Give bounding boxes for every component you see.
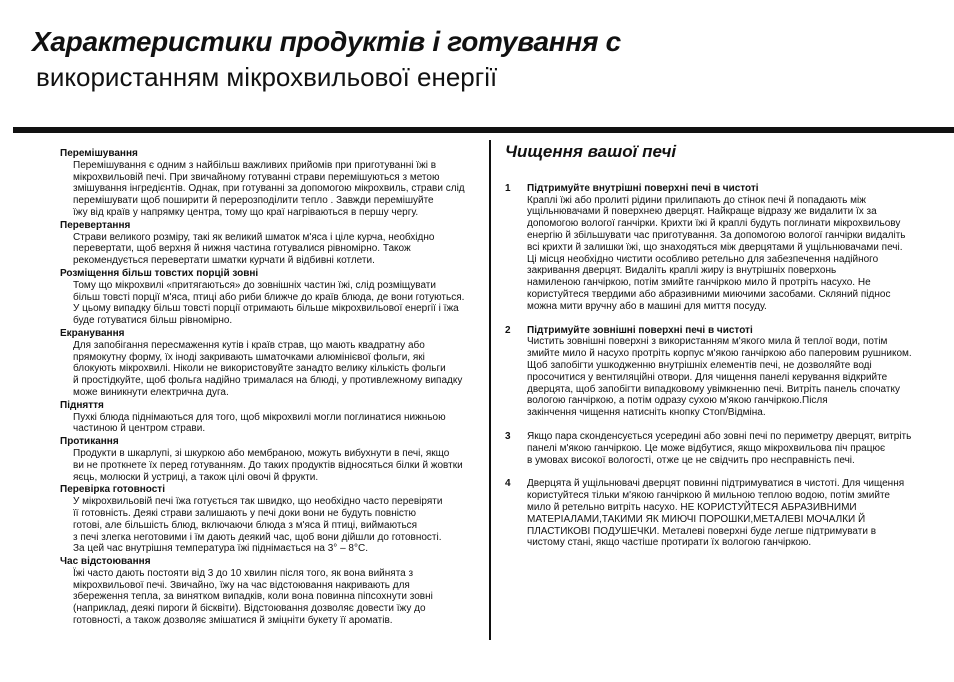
item-line: Чистить зовнішні поверхні з використанням м'якого мила й теплої води, потім (527, 336, 888, 348)
section-body (60, 568, 490, 627)
item-line: ПЛАСТИКОВІ ПОДУШЕЧКИ. Металеві поверхні буде легше підтримувати в (527, 525, 877, 537)
section-line: Пухкі блюда піднімаються для того, щоб мікрохвилі могли поглинатися нижньою (73, 411, 446, 423)
item-heading: Підтримуйте внутрішні поверхні печі в чистоті (527, 182, 759, 194)
cleaning-item (505, 478, 925, 549)
item-line: енергію й збільшувати час приготування. За допомогою вологої ганчірки видаліть (527, 229, 906, 241)
item-heading: Підтримуйте зовнішні поверхні печі в чистоті (527, 324, 753, 336)
item-line: панелі м'якою ганчіркою. Це може відбутися, якщо мікрохвильова піч працює (527, 442, 886, 454)
section-body (60, 232, 490, 267)
item-number: 4 (505, 478, 511, 490)
section-line: готові, але більшість блюд, включаючи блюда з м'яса й птиці, виймаються (73, 519, 418, 531)
tips-section (60, 328, 490, 399)
section-line: змішування інгредієнтів. Однак, при готуванні за допомогою мікрохвиль, страви слід (73, 183, 465, 195)
section-heading: Підняття (60, 399, 104, 411)
cleaning-item (505, 183, 925, 313)
item-line: закінчення чищення натисніть кнопку Стоп/Відміна. (527, 407, 766, 419)
section-body (60, 340, 490, 399)
section-line: Страви великого розміру, такі як великий шматок м'яса і ціле курча, необхідно (73, 231, 435, 243)
section-line: ви не проткнете їх перед готуванням. До таких продуктів відносяться білки й жовтки (73, 459, 463, 471)
section-line: Перемішування є одним з найбільш важливих прийомів при приготуванні їжі в (73, 159, 437, 171)
tips-section (60, 268, 490, 327)
cleaning-item (505, 431, 925, 466)
section-line: може виникнути електрична дуга. (73, 386, 229, 398)
section-heading: Розміщення більш товстих порцій зовні (60, 267, 259, 279)
section-line: збереження тепла, за винятком випадків, коли вона повинна піпсохнути зовні (73, 591, 433, 603)
tips-section (60, 484, 490, 555)
section-line: перемішувати щоб поширити й перерозподілити тепло . Завжди перемішуйте (73, 195, 434, 207)
tips-section (60, 148, 490, 219)
item-number: 1 (505, 182, 511, 194)
item-line: ущільнювачами й поверхнею дверцят. Найкраще відразу же видалити їх за (527, 206, 877, 218)
section-line: рекомендується перевертати шматки курчати й відбивні котлети. (73, 255, 375, 267)
page-title: Характеристики продуктів і готування с (32, 26, 621, 57)
section-line: готовності, а також дозволяє змішатися й зміцніти букету її ароматів. (73, 615, 393, 627)
section-heading: Перемішування (60, 148, 138, 159)
item-line: змийте мило й насухо протріть корпус м'якою ганчіркою або паперовим рушником. (527, 348, 912, 360)
item-line: Якщо пара сконденсується усередині або зовні печі по периметру дверцят, витріть (527, 430, 912, 442)
left-column (60, 147, 490, 627)
cleaning-title: Чищення вашої печі (505, 142, 677, 161)
section-line: й простідкуйте, щоб фольга надійно трималася на блюді, у противлежному випадку (73, 375, 463, 387)
section-line: У цьому випадку більш товсті порції отримають більше мікрохвильової енергії і їжа (73, 303, 459, 315)
item-line: користуйтеся твердими або абразивними миючими засобами. Скляний піднос (527, 288, 891, 300)
page-subtitle: використанням мікрохвильової енергії (36, 62, 498, 92)
section-line: Продукти в шкарлупі, зі шкуркою або мембраною, можуть вибухнути в печі, якщо (73, 447, 450, 459)
item-line: в умовах високої вологості, отже це не свідчить про несправність печі. (527, 454, 855, 466)
tips-section (60, 556, 490, 627)
item-line: МАТЕРІАЛАМИ,ТАКИМИ ЯК МИЮЧІ ПОРОШКИ,МЕТАЛЕВІ МОЧАЛКИ Й (527, 513, 866, 525)
item-line: всі крихти й залишки їжі, що знаходяться між дверцятами й ущільнювачами печі. (527, 241, 903, 253)
item-line: вологою ганчіркою, а потім одразу сухою м'якою ганчіркою.Після (527, 395, 828, 407)
section-line: Їжі часто дають постояти від 3 до 10 хвилин після того, як вона вийнята з (73, 567, 414, 579)
section-body (60, 496, 490, 555)
section-line: мікрохвильовій печі. При звичайному готуванні страви перемішуються з метою (73, 171, 440, 183)
item-line: Дверцята й ущільнювачі дверцят повинні підтримуватися в чистоті. Для чищення (527, 478, 905, 490)
section-line: перевертати, щоб верхня й нижня частина готувалися рівномірно. Також (73, 243, 411, 255)
section-heading: Перевірка готовності (60, 484, 165, 496)
section-body (60, 448, 490, 483)
item-line: Ці місця необхідно чистити особливо ретельно для забезпечення надійного (527, 253, 879, 265)
item-line: просочитися у вентиляційні отвори. Для чищення панелі керування відкрийте (527, 371, 888, 383)
section-heading: Перевертання (60, 219, 131, 231)
section-line: їжу від країв у напрямку центра, тому що краї нагріваються в першу чергу. (73, 206, 419, 218)
section-line: її готовність. Деякі страви залишають у печі доки вони не будуть повністю (73, 507, 417, 519)
item-line: закривання дверцят. Видаліть краплі жиру із внутрішніх поверхонь (527, 265, 837, 277)
section-line: з печі злегка неготовими і їм дають деякий час, щоб вони дійшли до готовності. (73, 531, 442, 543)
section-body (60, 412, 490, 436)
section-line: яєць, молюски й устриці, а також цілі овочі й фрукти. (73, 471, 319, 483)
section-line: буде готуватися більш рівномірно. (73, 315, 233, 327)
item-number: 3 (505, 430, 511, 442)
right-column (505, 142, 925, 561)
item-line: допомогою вологої ганчірки. Крихти їжі й краплі будуть поглинати мікрохвильову (527, 218, 901, 230)
section-line: У мікрохвильовій печі їжа готується так швидко, що необхідно часто перевіряти (73, 496, 443, 508)
item-line: Краплі їжі або пролиті рідини прилипають до стінок печі й попадають між (527, 194, 866, 206)
section-heading: Екранування (60, 327, 125, 339)
header-rule (13, 127, 954, 133)
cleaning-list (505, 183, 925, 549)
item-line: користуйтеся тільки м'якою ганчіркою й мильною теплою водою, потім змийте (527, 490, 890, 502)
item-line: намиленою ганчіркою, потім змийте ганчіркою мило й протріть насухо. Не (527, 277, 871, 289)
section-line: прямокутну форму, їх іноді закривають шматочками алюмінієвої фольги, які (73, 351, 425, 363)
section-body (60, 280, 490, 327)
section-line: (наприклад, деякі пироги й бісквіти). Відстоювання дозволяє довести їжу до (73, 603, 426, 615)
section-line: Для запобігання пересмаження кутів і країв страв, що мають квадратну або (73, 339, 425, 351)
section-line: блокують мікрохвилі. Ніколи не використовуйте занадто велику кількість фольги (73, 363, 446, 375)
section-line: частиною й центром страви. (73, 423, 206, 435)
section-heading: Час відстоювання (60, 556, 151, 568)
item-line: чистому стані, якщо частіше протирати їх вологою ганчіркою. (527, 537, 812, 549)
item-line: мило й ретельно витріть насухо. НЕ КОРИСТУЙТЕСЯ АБРАЗИВНИМИ (527, 501, 857, 513)
section-line: більш товсті порції м'яса, птиці або риби ближче до країв блюда, де вони готуються. (73, 291, 465, 303)
section-body (60, 160, 490, 219)
item-line: дверцята, щоб запобігти випадковому увімкненню печі. Витріть панель спочатку (527, 383, 900, 395)
section-line: За цей час внутрішня температура їжі піднімається на 3° – 8°C. (73, 543, 368, 555)
tips-section (60, 220, 490, 267)
tips-section (60, 436, 490, 483)
section-heading: Протикання (60, 436, 119, 448)
item-line: Щоб запобігти ушкодженню внутрішніх елементів печі, не дозволяйте воді (527, 359, 872, 371)
cleaning-item (505, 325, 925, 419)
item-line: можна мити вручну або в машині для миття посуду. (527, 300, 767, 312)
tips-section (60, 400, 490, 435)
item-number: 2 (505, 324, 511, 336)
section-line: мікрохвильової печі. Звичайно, їжу на час відстоювання накривають для (73, 579, 410, 591)
section-line: Тому що мікрохвилі «притягаються» до зовнішніх частин їжі, слід розміщувати (73, 279, 436, 291)
